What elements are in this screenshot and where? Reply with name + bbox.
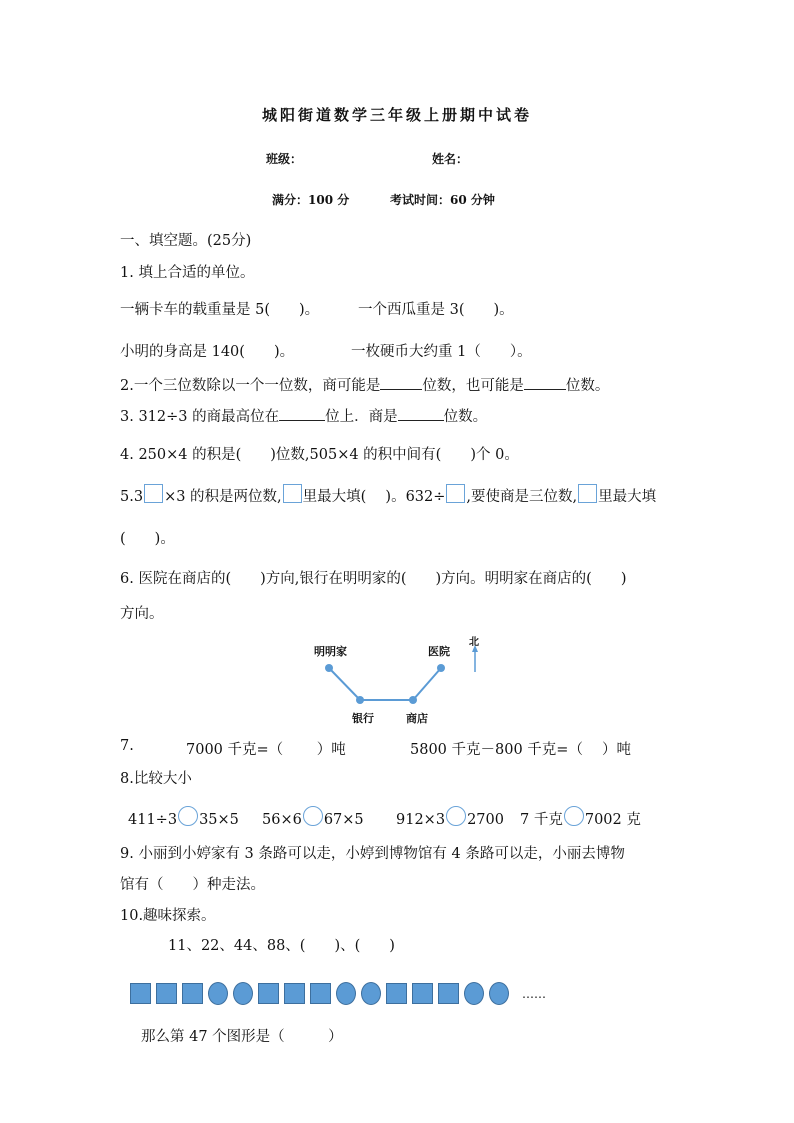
exam-title: 城阳街道数学三年级上册期中试卷 xyxy=(261,106,532,124)
compare-circle[interactable] xyxy=(303,806,323,826)
circle-shape xyxy=(336,982,356,1005)
digit-box[interactable] xyxy=(144,484,163,503)
home-point xyxy=(325,664,333,672)
q1-item-3: 小明的身高是 140( )。 xyxy=(120,344,295,360)
shop-point xyxy=(409,696,417,704)
square-shape xyxy=(156,983,177,1004)
q8-item-3: 912×3 2700 xyxy=(396,806,504,828)
square-shape xyxy=(182,983,203,1004)
square-shape xyxy=(284,983,305,1004)
q7-label: 7. xyxy=(120,738,134,754)
label-home: 明明家 xyxy=(314,645,347,658)
class-label: 班级： xyxy=(266,152,303,166)
q4: 4. 250×4 的积是( )位数,505×4 的积中间有( )个 0。 xyxy=(120,447,519,463)
square-shape xyxy=(310,983,331,1004)
answer-blank[interactable] xyxy=(398,419,444,421)
q9-line2: 馆有（ ）种走法。 xyxy=(120,877,265,893)
circle-shape xyxy=(208,982,228,1005)
q8-item-1: 411÷3 35×5 xyxy=(128,806,239,828)
answer-blank[interactable] xyxy=(279,419,325,421)
shape-pattern xyxy=(130,982,546,1005)
q10-sequence: 11、22、44、88、( )、( ) xyxy=(168,938,395,954)
q8-item-4: 7 千克 7002 克 xyxy=(520,806,641,829)
q6-line1: 6. 医院在商店的( )方向,银行在明明家的( )方向。明明家在商店的( ) xyxy=(120,571,627,587)
hospital-point xyxy=(437,664,445,672)
full-score: 满分：100 分 xyxy=(272,193,350,207)
circle-shape xyxy=(361,982,381,1005)
label-north: 北 xyxy=(469,637,479,648)
q1-stem: 1. 填上合适的单位。 xyxy=(120,265,255,281)
q9-line1: 9. 小丽到小婷家有 3 条路可以走，小婷到博物馆有 4 条路可以走，小丽去博物 xyxy=(120,846,625,862)
section-heading: 一、填空题。(25分) xyxy=(120,233,252,249)
q10-ask: 那么第 47 个图形是（ ） xyxy=(141,1029,343,1045)
circle-shape xyxy=(464,982,484,1005)
q8-item-2: 56×6 67×5 xyxy=(262,806,364,828)
digit-box[interactable] xyxy=(446,484,465,503)
square-shape xyxy=(438,983,459,1004)
ellipsis: …… xyxy=(522,986,546,1001)
digit-box[interactable] xyxy=(578,484,597,503)
name-label: 姓名： xyxy=(432,152,469,166)
q10-stem: 10.趣味探索。 xyxy=(120,908,216,924)
label-hospital: 医院 xyxy=(428,645,450,658)
q8-stem: 8.比较大小 xyxy=(120,771,192,787)
bank-point xyxy=(356,696,364,704)
digit-box[interactable] xyxy=(283,484,302,503)
circle-shape xyxy=(489,982,509,1005)
q1-item-2: 一个西瓜重是 3( )。 xyxy=(358,302,514,318)
square-shape xyxy=(412,983,433,1004)
compare-circle[interactable] xyxy=(564,806,584,826)
q7-b: 5800 千克－800 千克=（ ）吨 xyxy=(410,742,632,758)
direction-map xyxy=(300,630,500,730)
q5-line2: ( )。 xyxy=(120,531,175,547)
q5: 5.3 ×3 的积是两位数, 里最大填( )。632÷ ,要使商是三位数, 里最大填 xyxy=(120,484,656,506)
answer-blank[interactable] xyxy=(524,388,566,390)
q3: 3. 312÷3 的商最高位在 位上．商是 位数。 xyxy=(120,409,488,425)
square-shape xyxy=(130,983,151,1004)
square-shape xyxy=(386,983,407,1004)
q6-line2: 方向。 xyxy=(120,606,164,622)
exam-time: 考试时间：60 分钟 xyxy=(390,193,495,207)
q2: 2.一个三位数除以一个一位数，商可能是 位数，也可能是 位数。 xyxy=(120,378,610,394)
answer-blank[interactable] xyxy=(380,388,422,390)
q1-item-1: 一辆卡车的载重量是 5( )。 xyxy=(120,302,320,318)
square-shape xyxy=(258,983,279,1004)
label-shop: 商店 xyxy=(406,712,428,725)
compare-circle[interactable] xyxy=(178,806,198,826)
q1-item-4: 一枚硬币大约重 1（ ）。 xyxy=(351,344,532,360)
circle-shape xyxy=(233,982,253,1005)
q7-a: 7000 千克=（ ）吨 xyxy=(186,742,346,758)
label-bank: 银行 xyxy=(352,712,374,725)
compare-circle[interactable] xyxy=(446,806,466,826)
